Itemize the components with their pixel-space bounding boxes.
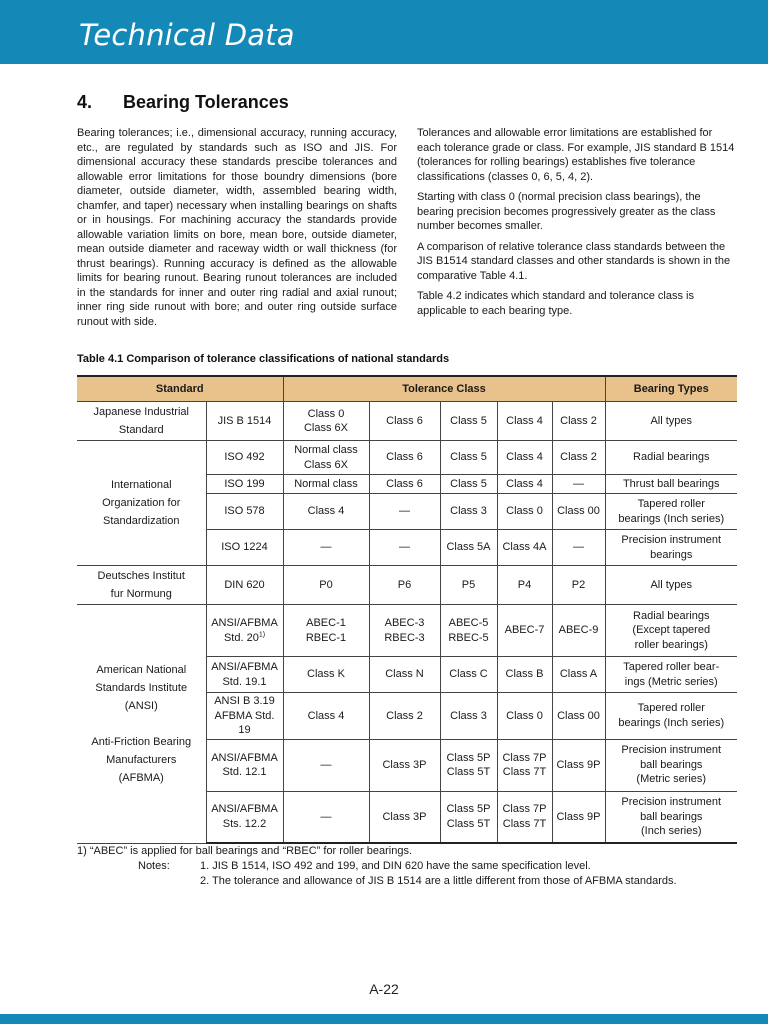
tolerance-class-cell <box>369 739 440 791</box>
standard-cell-line: JIS B 1514 <box>217 414 272 427</box>
tolerance-class-cell <box>440 739 497 791</box>
tolerance-class-cell-line: — <box>399 541 410 554</box>
organization-cell-line: Manufacturers <box>106 753 177 766</box>
tolerance-class-cell-line: Class 3P <box>382 758 427 771</box>
bearing-type-cell-line: All types <box>650 414 693 427</box>
standard-cell-line: DIN 620 <box>224 578 265 591</box>
tolerance-class-cell-line: Class 7T <box>502 817 547 830</box>
standard-cell-line: ANSI/AFBMA <box>211 661 278 673</box>
standard-cell-line: ISO 199 <box>224 477 265 490</box>
tolerance-class-cell <box>552 530 605 566</box>
footnote-marker: 1) <box>258 630 266 638</box>
bearing-type-cell-line: Radial bearings <box>633 451 710 464</box>
tolerance-class-cell-line: Class 5T <box>446 766 491 778</box>
header-title: Technical Data <box>79 18 295 52</box>
tolerance-class-cell-line: Class 2 <box>560 451 597 464</box>
bearing-type-cell-line: (Metric series) <box>636 773 707 786</box>
bearing-type-cell-line: ings (Metric series) <box>624 675 718 688</box>
standard-cell <box>206 441 283 475</box>
organization-cell-line: (AFBMA) <box>118 771 164 784</box>
tolerance-class-cell-line: Class K <box>307 668 345 681</box>
bearing-type-cell-line: bearings (Inch series) <box>618 716 725 729</box>
tolerance-class-cell-line: Class 00 <box>557 505 600 518</box>
intro-right-column <box>417 126 737 324</box>
bearing-type-cell <box>605 693 737 740</box>
tolerance-class-cell-line: Class 6X <box>303 422 349 434</box>
tolerance-class-cell <box>283 791 369 843</box>
tolerance-class-cell <box>497 530 552 566</box>
tolerance-class-cell <box>440 441 497 475</box>
bearing-type-cell <box>605 657 737 693</box>
tolerance-class-cell-line: Class 4 <box>307 709 345 722</box>
bearing-type-cell <box>605 402 737 441</box>
bearing-type-cell-line: Tapered roller bear- <box>623 661 720 673</box>
tolerance-class-cell-line: Class 2 <box>386 709 423 722</box>
tolerance-class-cell-line: — <box>320 810 332 823</box>
tolerance-class-cell-line: RBEC-3 <box>384 631 425 644</box>
tolerance-class-cell <box>552 441 605 475</box>
tolerance-class-cell <box>369 657 440 693</box>
tolerance-class-cell <box>369 566 440 605</box>
tolerance-class-cell-line: Class 4 <box>506 477 543 490</box>
standard-cell <box>206 475 283 494</box>
bearing-type-cell-line: roller bearings) <box>634 638 708 651</box>
tolerance-class-cell <box>283 739 369 791</box>
standard-cell <box>206 494 283 530</box>
standard-cell <box>206 739 283 791</box>
tolerance-class-cell <box>552 566 605 605</box>
bearing-type-cell-line: Radial bearings <box>633 609 710 622</box>
bearing-type-cell-line: Thrust ball bearings <box>622 477 720 490</box>
tolerance-class-cell <box>552 605 605 657</box>
tolerance-class-cell <box>440 530 497 566</box>
bearing-type-cell-line: Precision instrument <box>621 744 722 757</box>
bearing-type-cell <box>605 441 737 475</box>
tolerance-class-cell <box>497 402 552 441</box>
bearing-type-cell-line: All types <box>650 578 693 591</box>
bearing-type-cell-line: (Inch series) <box>640 825 702 837</box>
tolerance-class-cell-line: Class 4 <box>307 505 345 518</box>
tolerance-class-cell <box>497 739 552 791</box>
tolerance-class-cell-line: Class B <box>505 668 544 681</box>
tolerance-class-cell-line: P0 <box>319 578 333 591</box>
tolerance-class-cell <box>283 475 369 494</box>
tolerance-class-cell-line: Class 6 <box>386 451 423 464</box>
tolerance-class-cell <box>552 791 605 843</box>
tolerance-class-cell-line: Class 5P <box>446 751 491 764</box>
tolerance-class-cell-line: Class 3P <box>382 810 427 823</box>
standard-cell-line: ISO 578 <box>224 505 265 518</box>
tolerance-class-cell-line: Class 7T <box>502 766 547 778</box>
standard-cell-line: Sts. 12.2 <box>222 817 267 830</box>
tolerance-class-cell <box>497 605 552 657</box>
tolerance-class-cell-line: Class 5 <box>450 451 487 464</box>
tolerance-class-cell <box>369 791 440 843</box>
tolerance-class-cell-line: ABEC-9 <box>558 624 599 637</box>
tolerance-class-cell <box>497 791 552 843</box>
bearing-type-cell <box>605 739 737 791</box>
organization-cell <box>77 441 206 566</box>
bearing-type-cell-line: bearings <box>650 548 693 561</box>
tolerance-class-cell-line: Class 00 <box>557 709 600 722</box>
tolerance-class-cell-line: RBEC-1 <box>305 631 347 644</box>
standard-cell-line: Std. 12.1 <box>222 766 267 778</box>
organization-cell-line: Organization for <box>102 497 181 509</box>
tolerance-class-cell-line: Class 9P <box>556 810 601 823</box>
tolerance-class-cell-line: RBEC-5 <box>448 631 489 644</box>
bearing-type-cell <box>605 566 737 605</box>
tolerance-class-cell <box>283 657 369 693</box>
intro-right-paragraph-2: Starting with class 0 (normal precision class bearings), the bearing precision becomes progressively greater as the class number becomes smaller. <box>417 191 716 232</box>
tolerance-class-cell-line: Class 4 <box>506 414 543 427</box>
tolerance-class-cell <box>369 475 440 494</box>
bearing-type-cell <box>605 605 737 657</box>
tolerance-class-cell <box>440 657 497 693</box>
tolerance-class-cell <box>552 739 605 791</box>
tolerance-class-cell <box>440 402 497 441</box>
organization-cell-line: (ANSI) <box>124 699 158 712</box>
table-caption: Table 4.1 Comparison of tolerance classifications of national standards <box>77 353 450 365</box>
standard-cell <box>206 605 283 657</box>
tolerance-class-cell <box>369 494 440 530</box>
tolerance-class-cell-line: Class 0 <box>307 407 345 420</box>
tolerance-class-cell <box>552 693 605 740</box>
organization-cell-line: American National <box>96 663 187 676</box>
footnote-1: 1) “ABEC” is applied for ball bearings and “RBEC” for roller bearings. <box>77 845 413 857</box>
intro-right-paragraph-3: A comparison of relative tolerance class standards between the JIS B1514 standard classes and other standards is shown in the comparative Table 4.1. <box>417 240 731 282</box>
tolerance-class-cell-line: Class 4 <box>506 451 543 464</box>
organization-cell-line: International <box>110 479 172 491</box>
standard-cell <box>206 791 283 843</box>
standard-cell <box>206 566 283 605</box>
tolerance-class-cell-line: — <box>320 541 332 554</box>
tolerance-class-cell-line: Class 9P <box>556 758 601 771</box>
notes-label: Notes: <box>138 860 170 872</box>
bearing-type-cell-line: bearings (Inch series) <box>618 512 725 525</box>
standard-cell <box>206 530 283 566</box>
header-tolerance-class: Tolerance Class <box>283 376 605 402</box>
bearing-type-cell-line: Precision instrument <box>621 534 722 546</box>
tolerance-class-cell-line: Class 5A <box>446 541 491 554</box>
table-row <box>77 441 737 475</box>
section-title <box>77 92 289 113</box>
organization-cell <box>77 566 206 605</box>
header-standard: Standard <box>77 376 283 402</box>
tolerance-class-cell-line: Class 7P <box>502 751 547 764</box>
tolerance-class-cell-line: Class 5 <box>450 477 487 490</box>
tolerance-class-cell-line: ABEC-3 <box>384 617 425 629</box>
tolerance-class-cell <box>552 494 605 530</box>
standard-cell <box>206 693 283 740</box>
standard-cell-line: ANSI/AFBMA <box>211 617 278 629</box>
tolerance-class-cell-line: Class 7P <box>502 803 547 816</box>
tolerance-class-cell <box>440 791 497 843</box>
tolerance-class-cell <box>283 693 369 740</box>
tolerance-class-cell-line: Class 5P <box>446 803 491 816</box>
standard-cell-line: AFBMA Std. 19 <box>214 709 275 736</box>
bearing-type-cell <box>605 530 737 566</box>
table-row <box>77 402 737 441</box>
standard-cell-line: ISO 492 <box>224 451 265 464</box>
tolerance-class-cell <box>497 441 552 475</box>
tolerance-class-cell <box>497 657 552 693</box>
tolerance-class-cell <box>283 494 369 530</box>
tolerance-class-cell-line: P6 <box>397 578 412 591</box>
tolerance-class-cell <box>369 402 440 441</box>
tolerance-class-cell-line: Class C <box>449 668 488 681</box>
tolerance-class-cell-line: ABEC-1 <box>306 617 346 629</box>
organization-cell-line: Standards Institute <box>95 681 188 694</box>
standard-cell-line: ANSI/AFBMA <box>211 803 278 816</box>
tolerance-class-cell-line: Class 6 <box>386 414 423 427</box>
organization-cell-line: fur Normung <box>110 588 172 600</box>
tolerance-class-cell <box>440 693 497 740</box>
tolerance-class-cell <box>369 605 440 657</box>
tolerance-class-cell <box>497 494 552 530</box>
tolerance-class-cell-line: Class 6X <box>303 458 349 471</box>
tolerance-class-cell <box>283 441 369 475</box>
organization-cell-line: Standard <box>118 424 164 436</box>
footer-bar <box>0 1014 768 1024</box>
intro-right-paragraph-4: Table 4.2 indicates which standard and tolerance class is applicable to each bearing type. <box>417 290 694 317</box>
tolerance-class-cell-line: Class 6 <box>386 477 423 490</box>
tolerance-class-cell-line: Class 3 <box>450 709 487 722</box>
tolerance-class-cell <box>497 693 552 740</box>
tolerance-class-cell-line: — <box>573 541 584 554</box>
tolerance-class-cell-line: — <box>573 477 584 490</box>
tolerance-table <box>77 375 737 844</box>
standard-cell-line: Std. 20 <box>223 631 259 644</box>
tolerance-class-cell-line: Normal class <box>294 477 358 490</box>
tolerance-class-cell <box>497 475 552 494</box>
standard-cell-line: ANSI B 3.19 <box>214 695 275 707</box>
organization-cell-line: Deutsches Institut <box>97 570 185 582</box>
tolerance-class-cell-line: Class N <box>385 668 424 681</box>
tolerance-class-cell <box>440 566 497 605</box>
tolerance-class-cell-line: Class 5 <box>450 414 487 427</box>
organization-cell <box>77 605 206 844</box>
tolerance-class-cell-line: Class 3 <box>450 505 487 518</box>
note-2: 2. The tolerance and allowance of JIS B 1514 are a little different from those of AFBMA standards. <box>200 875 677 887</box>
tolerance-class-cell-line: Normal class <box>294 444 358 456</box>
organization-cell-line: Japanese Industrial <box>93 406 189 418</box>
tolerance-class-cell-line: P2 <box>571 578 586 591</box>
table-row <box>77 605 737 657</box>
intro-left-paragraph: Bearing tolerances; i.e., dimensional accuracy, running accuracy, etc., are regulated by standards such as ISO and JIS. For dimensional accuracy these standards prescibe tolerances and allowable error limitations for those boundry dimensions (bore diameter, outside diameter, width, assembled bearing width, chamfer, and taper) necessary when installing bearings on shafts or in housings. For machining accuracy the standards provide allowable variation limits on bore, mean bore, outside diameter, mean outside diameter and raceway width or wall thickness (for thrust bearings). Running accuracy is defined as the allowable limits for bearing runout. Bearing runout tolerances are included in the standards for inner and outer ring radial and axial runout; inner ring side runout with bore; and outer ring outside surface runout with side. <box>77 127 397 328</box>
tolerance-class-cell <box>552 657 605 693</box>
tolerance-class-cell-line: P4 <box>517 578 532 591</box>
tolerance-class-cell-line: Class 0 <box>506 505 543 518</box>
tolerance-class-cell <box>552 402 605 441</box>
tolerance-class-cell-line: — <box>320 758 332 771</box>
intro-left-column <box>77 126 397 329</box>
tolerance-class-cell-line: P5 <box>461 578 476 591</box>
tolerance-class-cell <box>369 530 440 566</box>
bearing-type-cell-line: (Except tapered <box>632 624 711 637</box>
notes <box>138 859 677 889</box>
standard-cell <box>206 657 283 693</box>
table-header-row <box>77 376 737 402</box>
table-row <box>77 566 737 605</box>
bearing-type-cell-line: Precision instrument <box>621 796 722 808</box>
organization-cell-line: Standardization <box>103 515 180 527</box>
tolerance-class-cell <box>497 566 552 605</box>
tolerance-class-cell <box>283 566 369 605</box>
header-bearing-types: Bearing Types <box>605 376 737 402</box>
tolerance-class-cell-line: Class 2 <box>560 414 597 427</box>
standard-cell-line: ISO 1224 <box>221 541 268 554</box>
bearing-type-cell-line: Tapered roller <box>637 498 705 510</box>
tolerance-class-cell <box>283 530 369 566</box>
section-heading: Bearing Tolerances <box>123 92 289 112</box>
tolerance-class-cell-line: ABEC-5 <box>448 617 489 629</box>
bearing-type-cell-line: Tapered roller <box>637 702 705 715</box>
standard-cell-line: ANSI/AFBMA <box>211 751 278 764</box>
tolerance-class-cell-line: ABEC-7 <box>504 624 545 637</box>
tolerance-class-cell <box>369 693 440 740</box>
tolerance-class-cell <box>369 441 440 475</box>
bearing-type-cell-line: ball bearings <box>640 758 703 771</box>
organization-cell-line: Anti-Friction Bearing <box>91 735 192 748</box>
tolerance-class-cell-line: Class 5T <box>446 817 491 830</box>
bearing-type-cell <box>605 791 737 843</box>
tolerance-class-cell-line: Class A <box>559 668 598 681</box>
bearing-type-cell-line: ball bearings <box>640 810 703 823</box>
tolerance-class-cell <box>283 402 369 441</box>
tolerance-class-cell-line: — <box>399 505 410 518</box>
tolerance-class-cell <box>440 605 497 657</box>
standard-cell-line: Std. 19.1 <box>222 675 267 688</box>
tolerance-class-cell <box>283 605 369 657</box>
standard-cell <box>206 402 283 441</box>
section-number: 4. <box>77 92 93 112</box>
bearing-type-cell <box>605 475 737 494</box>
tolerance-class-cell <box>552 475 605 494</box>
organization-cell <box>77 402 206 441</box>
tolerance-class-cell-line: Class 4A <box>502 541 547 554</box>
intro-right-paragraph-1: Tolerances and allowable error limitations are established for each tolerance grade or class. For example, JIS standard B 1514 (tolerances for rolling bearings) establishes five tolerance classifications (classes 0, 6, 5, 4, 2). <box>417 127 735 183</box>
page-number: A-22 <box>369 981 399 997</box>
bearing-type-cell <box>605 494 737 530</box>
tolerance-class-cell-line: Class 0 <box>506 709 543 722</box>
note-1: 1. JIS B 1514, ISO 492 and 199, and DIN 620 have the same specification level. <box>200 860 591 872</box>
tolerance-class-cell <box>440 475 497 494</box>
tolerance-class-cell <box>440 494 497 530</box>
